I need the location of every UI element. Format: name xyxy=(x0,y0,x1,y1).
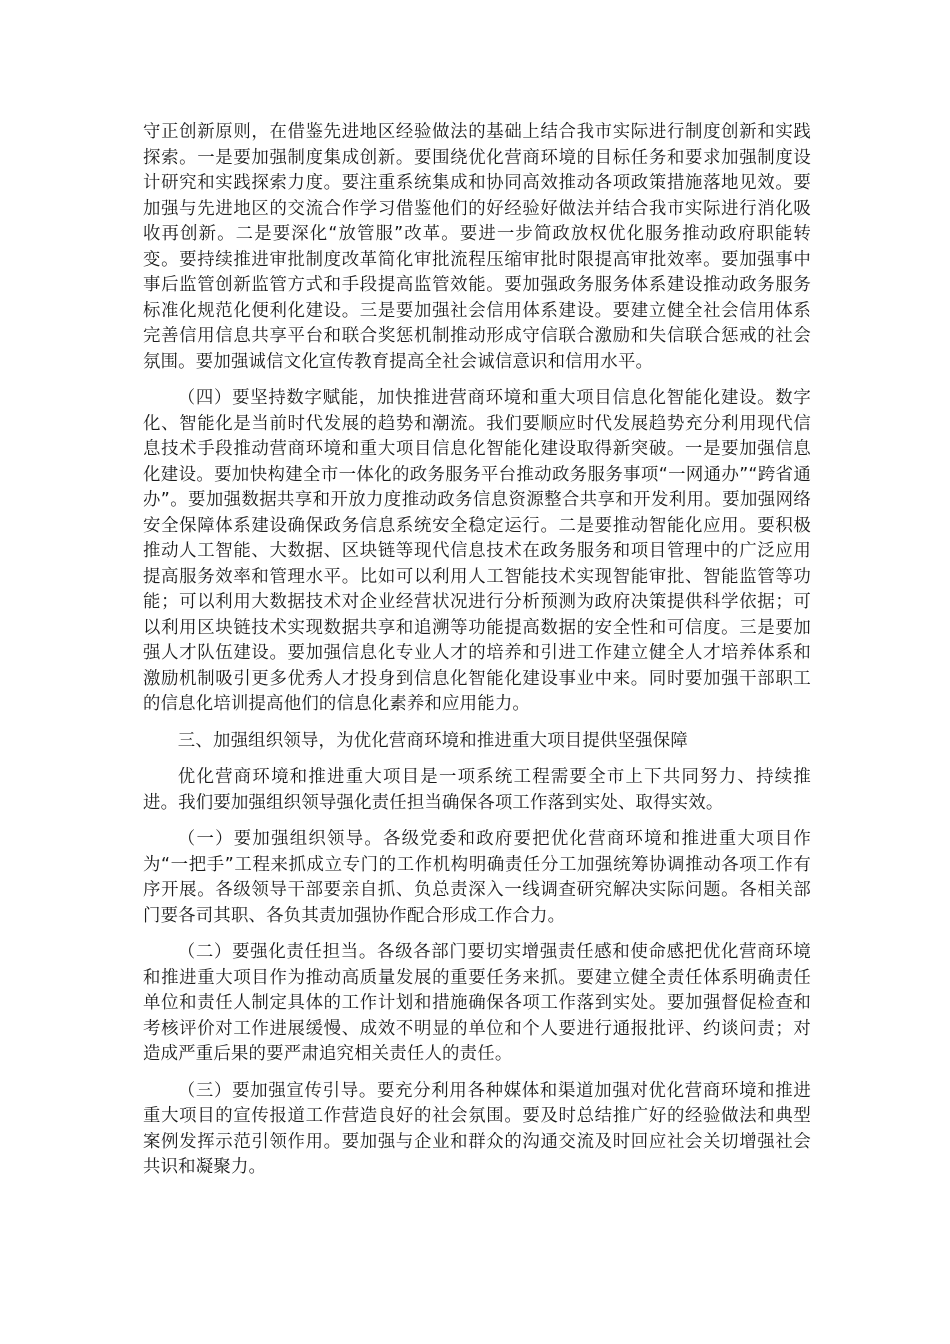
subsection-2-paragraph: （二）要强化责任担当。各级各部门要切实增强责任感和使命感把优化营商环境和推进重大项目作为推动高质量发展的重要任务来抓。要建立健全责任体系明确责任单位和责任人制定具体的工作计划和措施确保各项工作落到实处。要加强督促检查和考核评价对工作进展缓慢、成效不明显的单位和个人要进行通报批评、约谈问责；对造成严重后果的要严肃追究相关责任人的责任。 xyxy=(143,942,811,1064)
subsection-3-paragraph: （三）要加强宣传引导。要充分利用各种媒体和渠道加强对优化营商环境和推进重大项目的宣传报道工作营造良好的社会氛围。要及时总结推广好的经验做法和典型案例发挥示范引领作用。要加强与企业和群众的沟通交流及时回应社会关切增强社会共识和凝聚力。 xyxy=(143,1080,811,1177)
document-body xyxy=(143,120,811,1192)
section-4-paragraph: （四）要坚持数字赋能，加快推进营商环境和重大项目信息化智能化建设。数字化、智能化是当前时代发展的趋势和潮流。我们要顺应时代发展趋势充分利用现代信息技术手段推动营商环境和重大项目信息化智能化建设取得新突破。一是要加强信息化建设。要加快构建全市一体化的政务服务平台推动政务服务事项“一网通办”“跨省通办”。要加强数据共享和开放力度推动政务信息资源整合共享和开发利用。要加强网络安全保障体系建设确保政务信息系统安全稳定运行。二是要推动智能化应用。要积极推动人工智能、大数据、区块链等现代信息技术在政务服务和项目管理中的广泛应用提高服务效率和管理水平。比如可以利用人工智能技术实现智能审批、智能监管等功能；可以利用大数据技术对企业经营状况进行分析预测为政府决策提供科学依据；可以利用区块链技术实现数据共享和追溯等功能提高数据的安全性和可信度。三是要加强人才队伍建设。要加强信息化专业人才的培养和引进工作建立健全人才培养体系和激励机制吸引更多优秀人才投身到信息化智能化建设事业中来。同时要加强干部职工的信息化培训提高他们的信息化素养和应用能力。 xyxy=(143,388,811,714)
subsection-1-paragraph: （一）要加强组织领导。各级党委和政府要把优化营商环境和推进重大项目作为“一把手”工程来抓成立专门的工作机构明确责任分工加强统筹协调推动各项工作有序开展。各级领导干部要亲自抓、负总责深入一线调查研究解决实际问题。各相关部门要各司其职、各负其责加强协作配合形成工作合力。 xyxy=(143,829,811,926)
section-heading-3: 三、加强组织领导，为优化营商环境和推进重大项目提供坚强保障 xyxy=(177,730,688,751)
section-3-intro-paragraph: 优化营商环境和推进重大项目是一项系统工程需要全市上下共同努力、持续推进。我们要加强组织领导强化责任担当确保各项工作落到实处、取得实效。 xyxy=(143,767,811,813)
body-paragraph-1: 守正创新原则，在借鉴先进地区经验做法的基础上结合我市实际进行制度创新和实践探索。一是要加强制度集成创新。要围绕优化营商环境的目标任务和要求加强制度设计研究和实践探索力度。要注重系统集成和协同高效推动各项政策措施落地见效。要加强与先进地区的交流合作学习借鉴他们的好经验好做法并结合我市实际进行消化吸收再创新。二是要深化“放管服”改革。要进一步简政放权优化服务推动政府职能转变。要持续推进审批制度改革简化审批流程压缩审批时限提高审批效率。要加强事中事后监管创新监管方式和手段提高监管效能。要加强政务服务体系建设推动政务服务标准化规范化便利化建设。三是要加强社会信用体系建设。要建立健全社会信用体系完善信用信息共享平台和联合奖惩机制推动形成守信联合激励和失信联合惩戒的社会氛围。要加强诚信文化宣传教育提高全社会诚信意识和信用水平。 xyxy=(143,122,811,372)
